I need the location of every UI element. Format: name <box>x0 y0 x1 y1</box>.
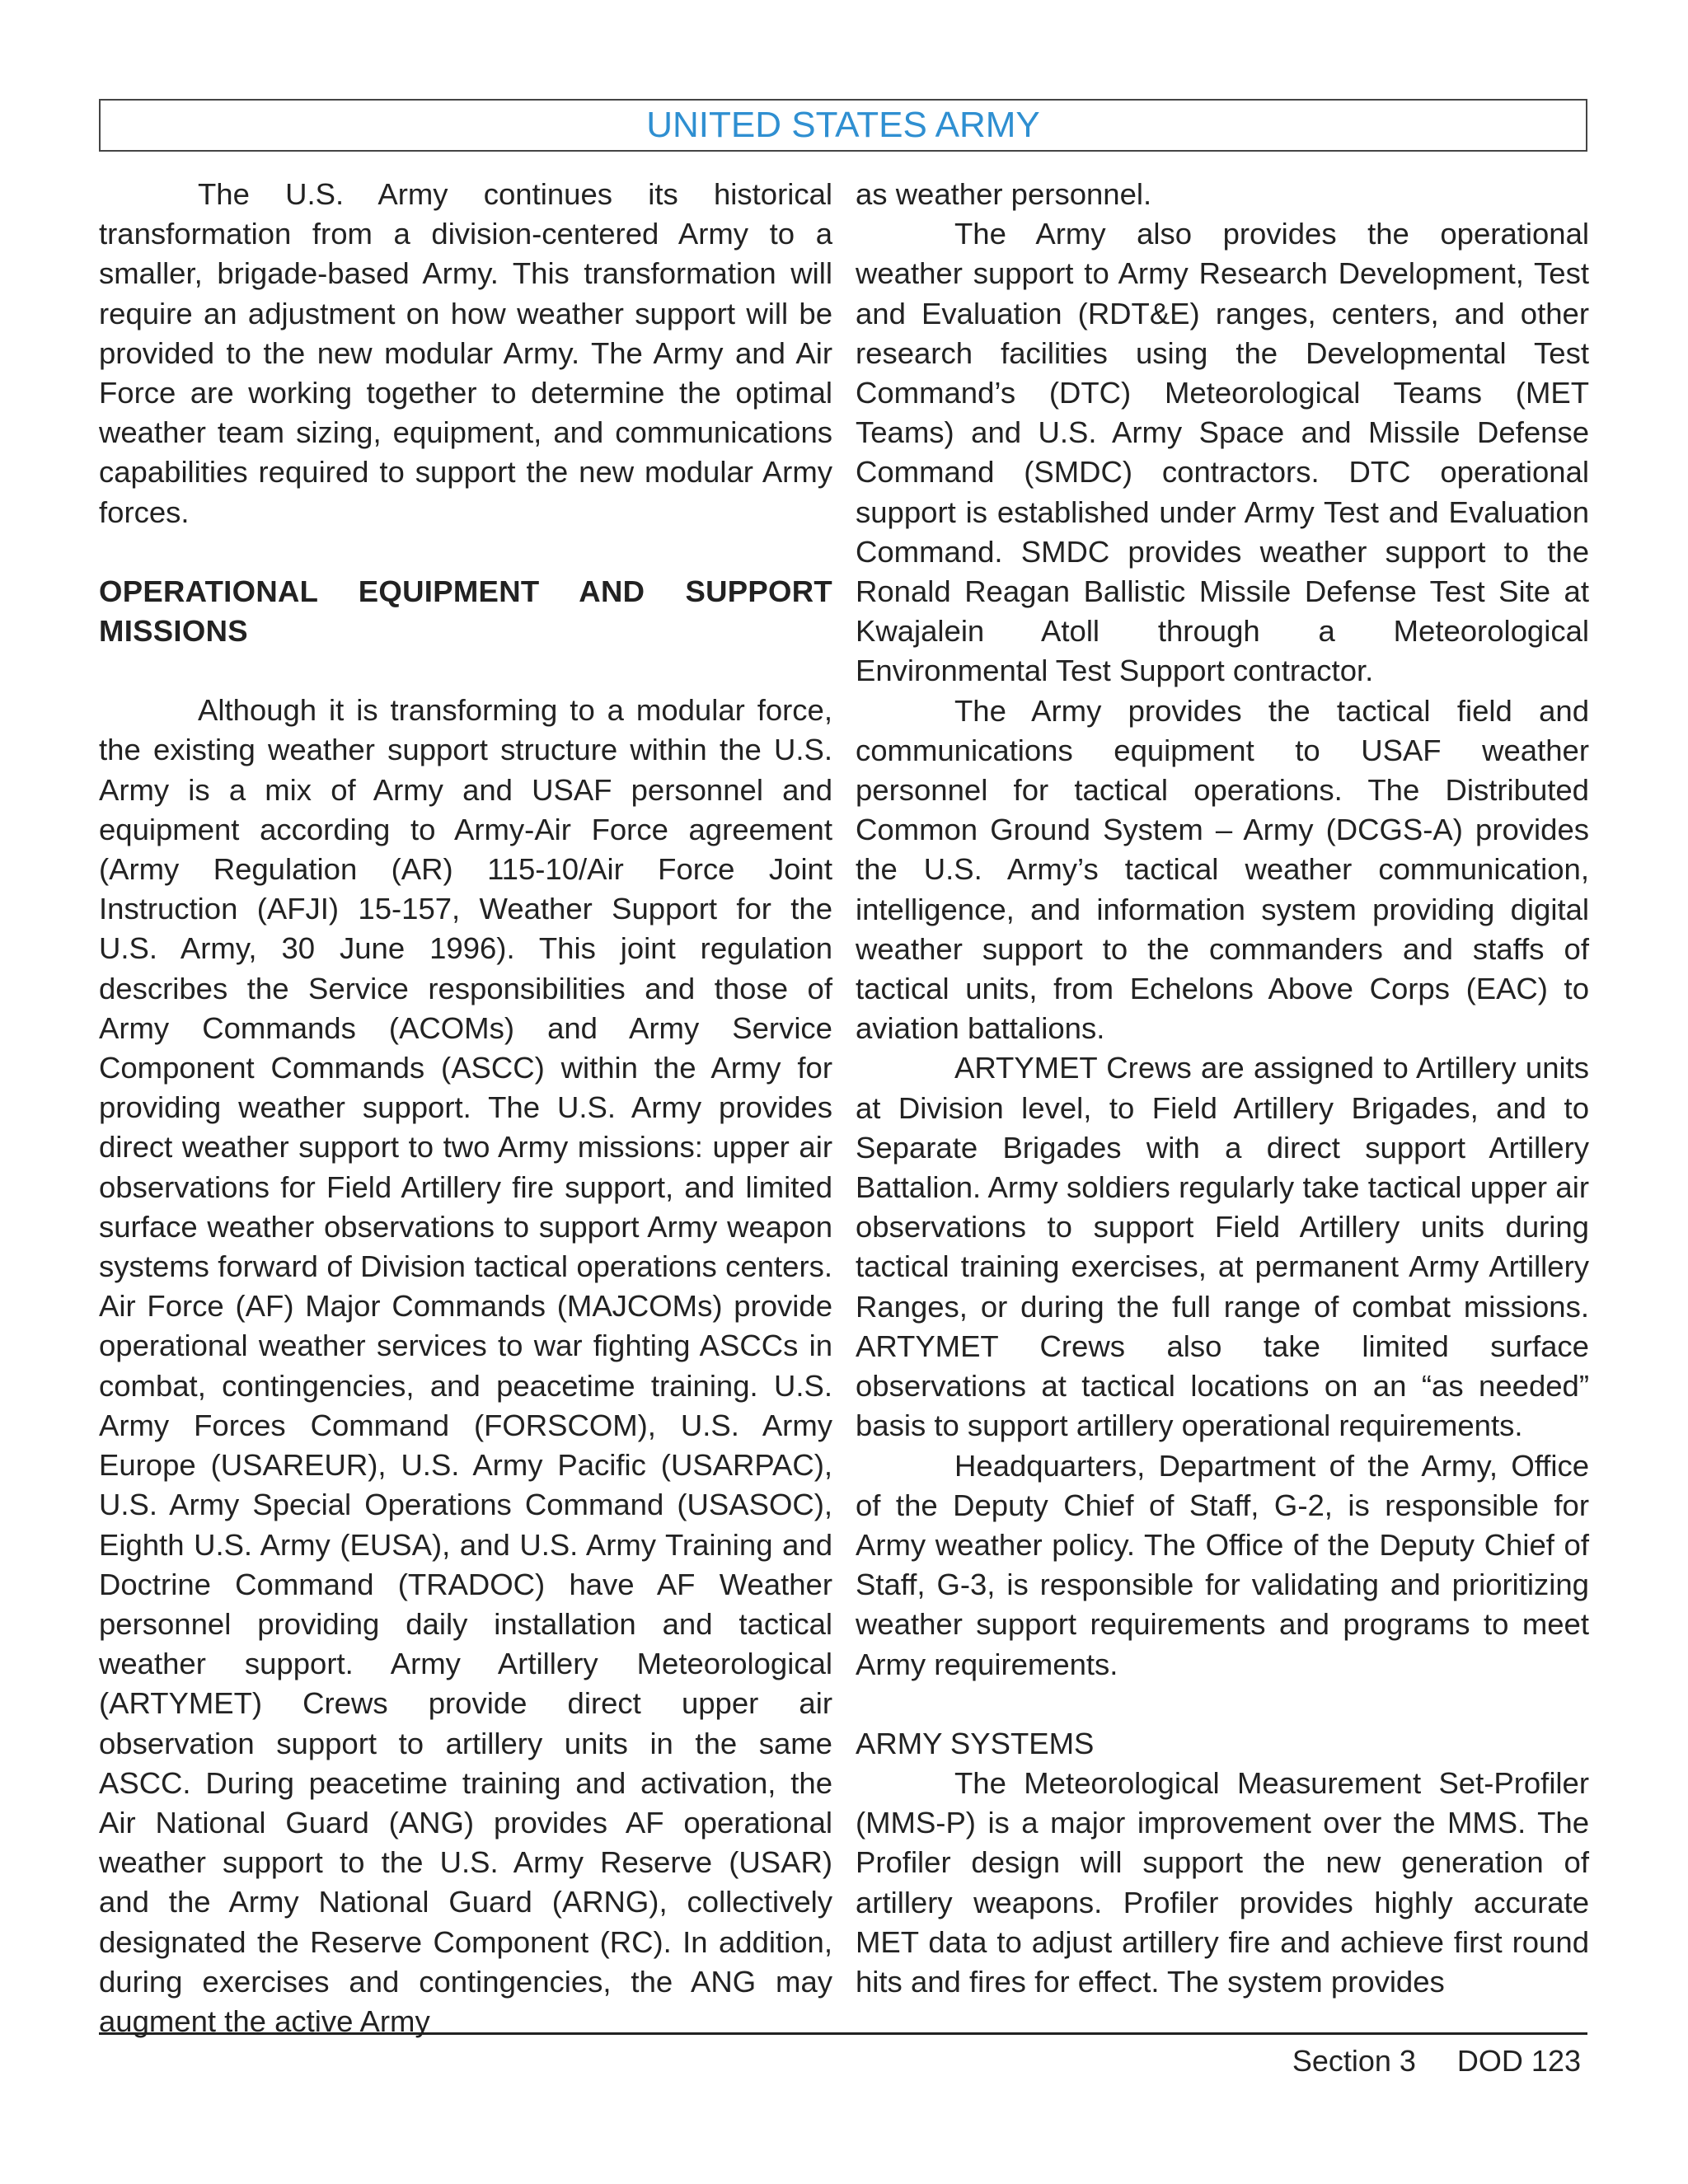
left-column <box>99 175 832 2041</box>
body-paragraph-weather-structure: Although it is transforming to a modular force, the existing weather support structure within the U.S. Army is a mix of Army and USAF personnel and equipment according to Army-Air Force agreement (Army Regulation (AR) 115-10/Air Force Joint Instruction (AFJI) 15-157, Weather Support for the U.S. Army, 30 June 1996). This joint regulation describes the Service responsibilities and those of Army Commands (ACOMs) and Army Service Component Commands (ASCC) within the Army for providing weather support. The U.S. Army provides direct weather support to two Army missions: upper air observations for Field Artillery fire support, and limited surface weather observations to support Army weapon systems forward of Division tactical operations centers. Air Force (AF) Major Commands (MAJCOMs) provide operational weather services to war fighting ASCCs in combat, contingencies, and peacetime training. U.S. Army Forces Command (FORSCOM), U.S. Army Europe (USAREUR), U.S. Army Pacific (USARPAC), U.S. Army Special Operations Command (USASOC), Eighth U.S. Army (EUSA), and U.S. Army Training and Doctrine Command (TRADOC) have AF Weather personnel providing daily installation and tactical weather support. Army Artillery Meteorological (ARTYMET) Crews provide direct upper air observation support to artillery units in the same ASCC. During peacetime training and activation, the Air National Guard (ANG) provides AF operational weather support to the U.S. Army Reserve (USAR) and the Army National Guard (ARNG), collectively designated the Reserve Component (RC). In addition, during exercises and contingencies, the ANG may augment the active Army <box>99 693 832 2038</box>
footer-section: Section 3 <box>1292 2044 1416 2078</box>
body-paragraph-profiler: The Meteorological Measurement Set-Profiler (MMS-P) is a major improvement over the MMS. The Profiler design will support the new generation of artillery weapons. Profiler provides highly accurate MET data to adjust artillery fire and achieve first round hits and fires for effect. The system provides <box>856 1765 1589 1999</box>
section-heading: OPERATIONAL EQUIPMENT AND SUPPORT MISSIONS <box>99 574 832 649</box>
body-paragraph-rdte: The Army also provides the operational weather support to Army Research Development, Test and Evaluation (RDT&E) ranges, centers, and other research facilities using the Developmental Test Command’s (DTC) Meteorological Teams (MET Teams) and U.S. Army Space and Missile Defense Command (SMDC) contractors. DTC operational support is established under Army Test and Evaluation Command. SMDC provides weather support to the Ronald Reagan Ballistic Missile Defense Test Site at Kwajalein Atoll through a Meteorological Environmental Test Support contractor. <box>856 217 1589 688</box>
intro-paragraph: The U.S. Army continues its historical transformation from a division-centered Army to a smaller, brigade-based Army. This transformation will require an adjustment on how weather support will be provided to the new modular Army. The Army and Air Force are working together to determine the optimal weather team sizing, equipment, and communications capabilities required to support the new modular Army forces. <box>99 177 832 529</box>
body-paragraph-artymet: ARTYMET Crews are assigned to Artillery units at Division level, to Field Artillery Brigades, and to Separate Brigades with a direct support Artillery Battalion. Army soldiers regularly take tactical upper air observations to support Field Artillery units during tactical training exercises, at permanent Army Artillery Ranges, or during the full range of combat missions. ARTYMET Crews also take limited surface observations at tactical locations on an “as needed” basis to support artillery operational requirements. <box>856 1051 1589 1443</box>
body-paragraph-continuation: as weather personnel. <box>856 177 1152 211</box>
page-footer <box>1292 2044 1581 2079</box>
page-header <box>99 99 1587 152</box>
subsection-heading: ARMY SYSTEMS <box>856 1726 1095 1760</box>
body-paragraph-tactical-equipment: The Army provides the tactical field and communications equipment to USAF weather personnel for tactical operations. The Distributed Common Ground System – Army (DCGS-A) provides the U.S. Army’s tactical weather communication, intelligence, and information system providing digital weather support to the commanders and staffs of tactical units, from Echelons Above Corps (EAC) to aviation battalions. <box>856 693 1589 1046</box>
page-title: UNITED STATES ARMY <box>646 105 1040 145</box>
right-column <box>856 175 1589 2002</box>
footer-page-number: DOD 123 <box>1456 2044 1581 2078</box>
body-paragraph-headquarters: Headquarters, Department of the Army, Office of the Deputy Chief of Staff, G-2, is responsible for Army weather policy. The Office of the Deputy Chief of Staff, G-3, is responsible for validating and prioritizing weather support requirements and programs to meet Army requirements. <box>856 1448 1589 1681</box>
footer-rule <box>99 2032 1587 2035</box>
